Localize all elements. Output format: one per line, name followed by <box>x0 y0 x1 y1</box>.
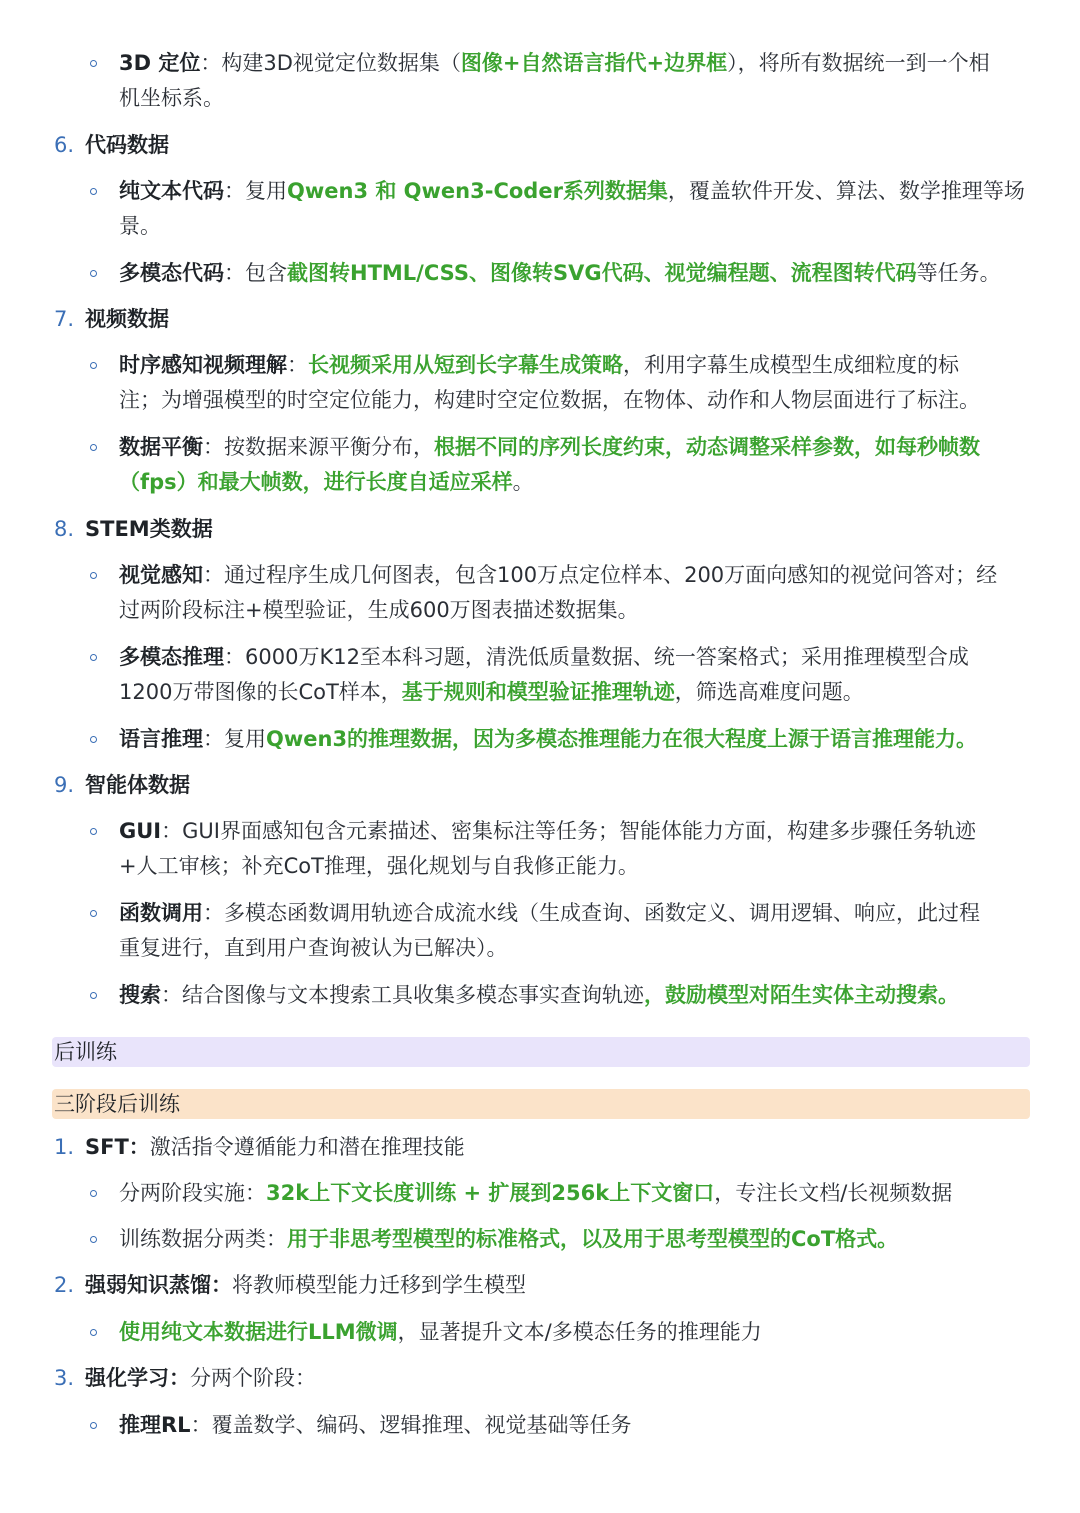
list-item-multimodal-reasoning: 多模态推理：6000万K12至本科习题，清洗低质量数据、统一答案格式；采用推理模型合成 <box>119 645 969 669</box>
list-item-3d: 3D 定位：构建3D视觉定位数据集（图像+自然语言指代+边界框），将所有数据统一到一个相 <box>119 51 990 75</box>
list-item-multimodal-code: 多模态代码：包含截图转HTML/CSS、图像转SVG代码、视觉编程题、流程图转代码等任务。 <box>119 261 1001 285</box>
list-item-rl: 强化学习：分两个阶段： <box>85 1366 316 1390</box>
list-item-text-code-cont: 景。 <box>119 214 161 238</box>
bullet-icon <box>90 188 97 195</box>
bullet-icon <box>90 1422 97 1429</box>
list-item-function-call-cont: 重复进行，直到用户查询被认为已解决）。 <box>119 936 508 960</box>
list-item-language-reasoning: 语言推理：复用Qwen3的推理数据，因为多模态推理能力在很大程度上源于语言推理能力。 <box>119 727 978 751</box>
bullet-icon <box>90 828 97 835</box>
list-item-sft-stages: 分两阶段实施：32k上下文长度训练 + 扩展到256k上下文窗口，专注长文档/长视频数据 <box>119 1181 953 1205</box>
bullet-icon <box>90 1329 97 1336</box>
list-number: 8. <box>54 517 75 541</box>
list-item-reasoning-rl: 推理RL：覆盖数学、编码、逻辑推理、视觉基础等任务 <box>119 1413 632 1437</box>
list-number: 6. <box>54 133 75 157</box>
list-item-balance-cont: （fps）和最大帧数，进行长度自适应采样。 <box>119 470 534 494</box>
bullet-icon <box>90 910 97 917</box>
list-item-text-code: 纯文本代码：复用Qwen3 和 Qwen3-Coder系列数据集，覆盖软件开发、算法、数学推理等场 <box>119 179 1025 203</box>
bullet-icon <box>90 1190 97 1197</box>
section-heading-stem: STEM类数据 <box>85 517 213 541</box>
heading-three-stage: 三阶段后训练 <box>52 1089 1030 1119</box>
list-item-sft: SFT：激活指令遵循能力和潜在推理技能 <box>85 1135 465 1159</box>
list-number: 7. <box>54 307 75 331</box>
bullet-icon <box>90 654 97 661</box>
list-item-visual-perception-cont: 过两阶段标注+模型验证，生成600万图表描述数据集。 <box>119 598 639 622</box>
list-number: 1. <box>54 1135 75 1159</box>
list-item-distill: 强弱知识蒸馏：将教师模型能力迁移到学生模型 <box>85 1273 526 1297</box>
list-item-distill-detail: 使用纯文本数据进行LLM微调，显著提升文本/多模态任务的推理能力 <box>119 1320 762 1344</box>
list-item-multimodal-reasoning-cont: 1200万带图像的长CoT样本，基于规则和模型验证推理轨迹，筛选高难度问题。 <box>119 680 864 704</box>
section-heading-code: 代码数据 <box>85 133 169 157</box>
list-number: 2. <box>54 1273 75 1297</box>
list-item-search: 搜索：结合图像与文本搜索工具收集多模态事实查询轨迹，鼓励模型对陌生实体主动搜索。 <box>119 983 959 1007</box>
list-number: 3. <box>54 1366 75 1390</box>
list-item-temporal: 时序感知视频理解：长视频采用从短到长字幕生成策略，利用字幕生成模型生成细粒度的标 <box>119 353 959 377</box>
bullet-icon <box>90 992 97 999</box>
list-item-sft-data: 训练数据分两类：用于非思考型模型的标准格式，以及用于思考型模型的CoT格式。 <box>119 1227 899 1251</box>
bullet-icon <box>90 572 97 579</box>
section-heading-agent: 智能体数据 <box>85 773 190 797</box>
bullet-icon <box>90 270 97 277</box>
bullet-icon <box>90 736 97 743</box>
bullet-icon <box>90 444 97 451</box>
bullet-icon <box>90 362 97 369</box>
section-heading-video: 视频数据 <box>85 307 169 331</box>
bullet-icon <box>90 60 97 67</box>
list-item-gui-cont: +人工审核；补充CoT推理，强化规划与自我修正能力。 <box>119 854 639 878</box>
list-item-temporal-cont: 注；为增强模型的时空定位能力，构建时空定位数据，在物体、动作和人物层面进行了标注。 <box>119 388 980 412</box>
list-item-gui: GUI：GUI界面感知包含元素描述、密集标注等任务；智能体能力方面，构建多步骤任务轨迹 <box>119 819 976 843</box>
list-item-visual-perception: 视觉感知：通过程序生成几何图表，包含100万点定位样本、200万面向感知的视觉问答对；经 <box>119 563 998 587</box>
bullet-icon <box>90 1236 97 1243</box>
list-item-function-call: 函数调用：多模态函数调用轨迹合成流水线（生成查询、函数定义、调用逻辑、响应，此过程 <box>119 901 980 925</box>
list-item-3d-cont: 机坐标系。 <box>119 86 224 110</box>
list-number: 9. <box>54 773 75 797</box>
list-item-balance: 数据平衡：按数据来源平衡分布，根据不同的序列长度约束，动态调整采样参数，如每秒帧数 <box>119 435 980 459</box>
heading-post-training: 后训练 <box>52 1037 1030 1067</box>
